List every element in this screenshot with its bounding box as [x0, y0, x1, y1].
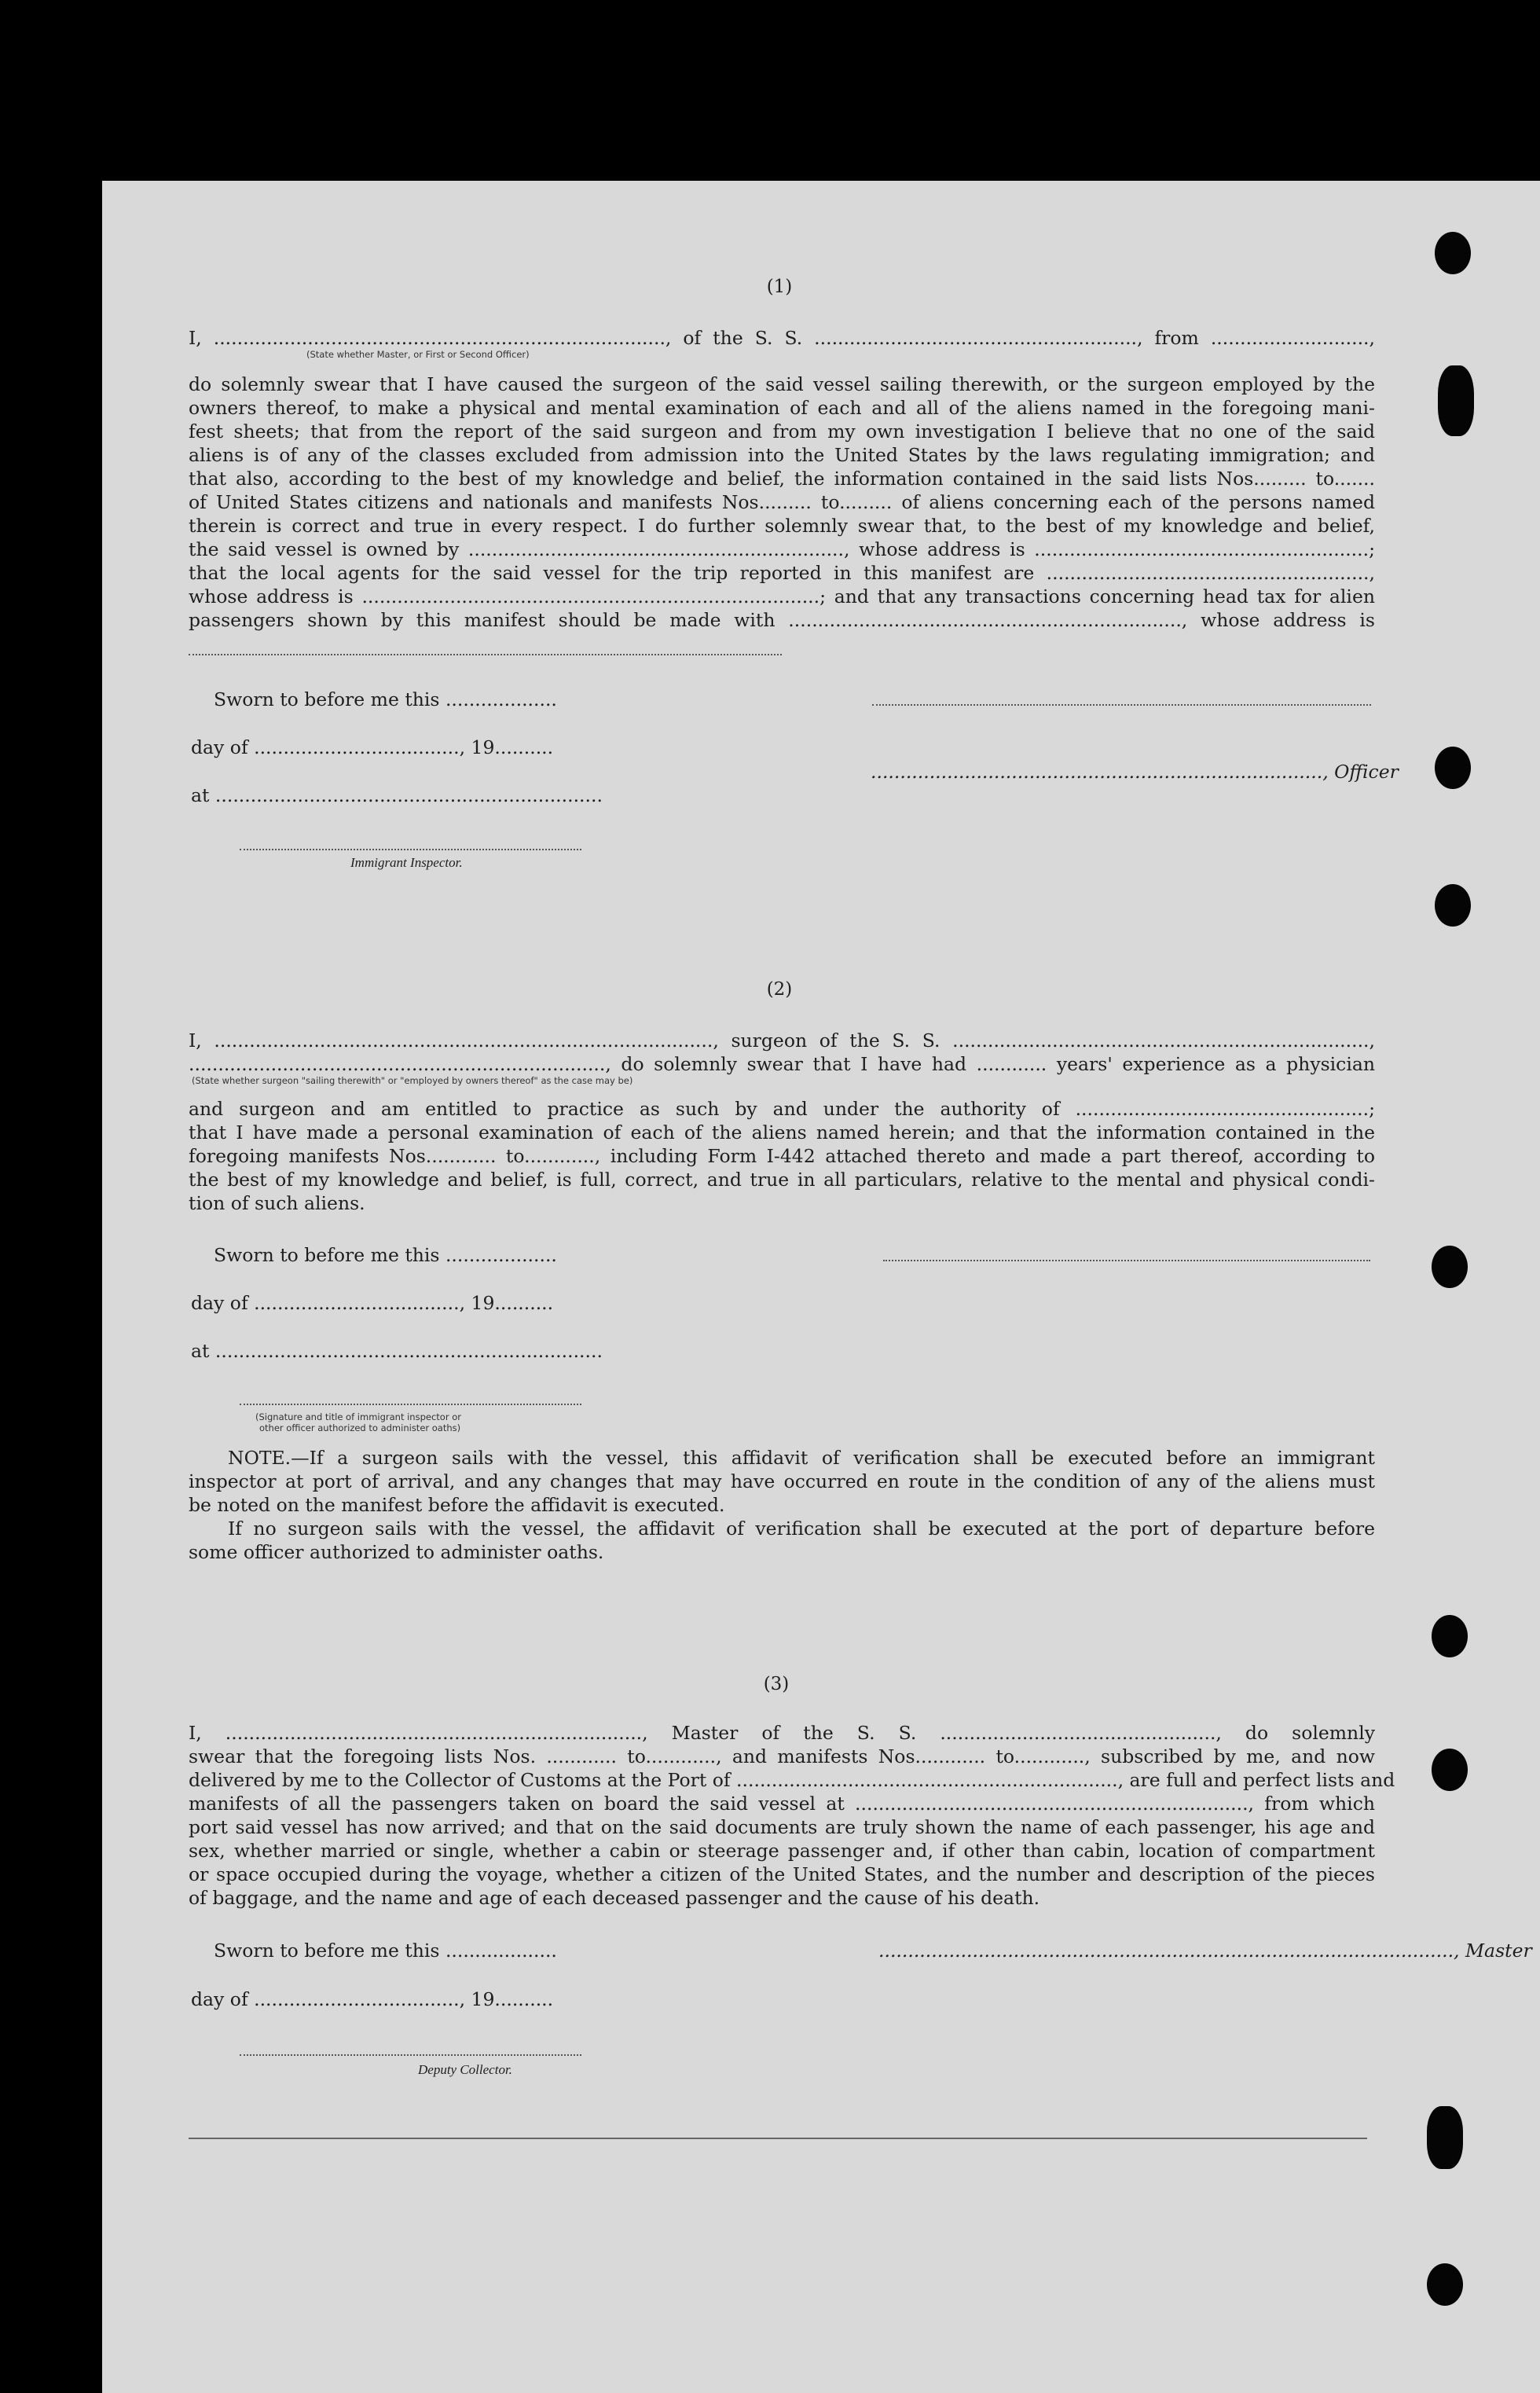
section-2-note: be noted on the manifest before the affidavit is executed.	[189, 1494, 725, 1516]
section-2-sworn: Sworn to before me this ...................	[214, 1244, 557, 1266]
section-2-number: (2)	[766, 979, 793, 1000]
section-3-collector-line	[240, 2054, 581, 2056]
section-2-sig-caption: other officer authorized to administer oaths)	[259, 1422, 461, 1433]
section-1-officer: ............................................................................., Officer	[871, 761, 1399, 783]
section-3-number: (3)	[763, 1674, 790, 1694]
section-3-day: day of ..................................., 19..........	[191, 1988, 554, 2010]
punch-hole	[1427, 2263, 1463, 2306]
punch-hole	[1438, 365, 1474, 436]
section-1-line: fest sheets; that from the report of the said surgeon and from my own investigation I believe that no one of the said	[189, 420, 1375, 442]
section-1-line: that also, according to the best of my knowledge and belief, the information contained in the said lists Nos......... to.......	[189, 468, 1375, 490]
section-2-note: If no surgeon sails with the vessel, the affidavit of verification shall be executed at the port of departure before	[228, 1518, 1375, 1540]
section-3-line: port said vessel has now arrived; and that on the said documents are truly shown the name of each passenger, his age and	[189, 1816, 1375, 1838]
section-2-line: ......................................................................., do solemnly swear that I have had ............ years' experience as a physician	[189, 1053, 1375, 1075]
section-1-line: I, ............................................................................., of the S. S. ......................................................., from ...........................,	[189, 327, 1375, 349]
section-1-address-line	[189, 654, 782, 655]
section-3-collector: Deputy Collector.	[418, 2062, 512, 2077]
section-2-line: and surgeon and am entitled to practice as such by and under the authority of ..................................................;	[189, 1098, 1375, 1120]
section-3-line: I, ......................................................................., Master of the S. S. ..............................................., do solemnly	[189, 1722, 1375, 1744]
section-3-line: swear that the foregoing lists Nos. ............ to............, and manifests Nos............ to............, subscribed by me, and now	[189, 1745, 1375, 1767]
section-2-note: NOTE.—If a surgeon sails with the vessel, this affidavit of verification shall be executed before an immigrant	[228, 1447, 1375, 1469]
section-2-line: tion of such aliens.	[189, 1192, 365, 1214]
section-2-note: inspector at port of arrival, and any changes that may have occurred en route in the condition of any of the aliens must	[189, 1470, 1375, 1492]
punch-hole	[1432, 1615, 1468, 1657]
section-3-line: sex, whether married or single, whether a cabin or steerage passenger and, if other than cabin, location of compartment	[189, 1840, 1375, 1862]
section-2-sig-caption: (Signature and title of immigrant inspector or	[255, 1411, 461, 1422]
punch-hole	[1435, 747, 1471, 789]
section-2-note: some officer authorized to administer oaths.	[189, 1541, 604, 1563]
section-1-line: therein is correct and true in every respect. I do further solemnly swear that, to the best of my knowledge and belief,	[189, 515, 1375, 537]
section-2-line: foregoing manifests Nos............ to............, including Form I-442 attached thereto and made a part thereof, according to	[189, 1145, 1375, 1167]
section-2-caption: (State whether surgeon "sailing therewith" or "employed by owners thereof" as the case may be)	[192, 1075, 633, 1086]
punch-hole	[1427, 2106, 1463, 2169]
section-2-at: at ..................................................................	[191, 1340, 603, 1362]
section-3-sworn: Sworn to before me this ...................	[214, 1940, 557, 1962]
section-2-line: the best of my knowledge and belief, is full, correct, and true in all particulars, relative to the mental and physical condi-	[189, 1169, 1375, 1191]
section-1-line: the said vessel is owned by ................................................................, whose address is .........................................................;	[189, 538, 1375, 560]
section-3-line: manifests of all the passengers taken on board the said vessel at ..................................................................., from which	[189, 1793, 1375, 1815]
section-1-line: whose address is ..............................................................................; and that any transactions concerning head tax for alien	[189, 585, 1375, 607]
section-1-line: passengers shown by this manifest should be made with ..................................................................., whose address is	[189, 609, 1375, 631]
section-1-caption: (State whether Master, or First or Second Officer)	[306, 349, 530, 360]
punch-hole	[1432, 1749, 1468, 1791]
section-1-line: of United States citizens and nationals and manifests Nos......... to......... of aliens concerning each of the persons named	[189, 491, 1375, 513]
section-1-signature-line	[872, 704, 1371, 706]
section-1-inspector-line	[240, 849, 581, 850]
section-2-signature-line	[883, 1260, 1370, 1261]
section-1-inspector: Immigrant Inspector.	[350, 855, 463, 870]
punch-hole	[1435, 232, 1471, 274]
section-2-inspector-line	[240, 1404, 581, 1405]
section-1-line: owners thereof, to make a physical and mental examination of each and all of the aliens named in the foregoing mani-	[189, 397, 1375, 419]
bottom-rule	[189, 2138, 1367, 2139]
section-1-line: do solemnly swear that I have caused the surgeon of the said vessel sailing therewith, or the surgeon employed by the	[189, 373, 1375, 395]
punch-hole	[1432, 1246, 1468, 1288]
section-1-at: at ..................................................................	[191, 784, 603, 806]
section-1-sworn: Sworn to before me this ...................	[214, 688, 557, 710]
section-2-day: day of ..................................., 19..........	[191, 1292, 554, 1314]
section-3-line: or space occupied during the voyage, whether a citizen of the United States, and the number and description of the pieces	[189, 1863, 1375, 1885]
section-3-line: delivered by me to the Collector of Customs at the Port of ................................................................., are full and perfect lists and	[189, 1769, 1395, 1791]
section-1-number: (1)	[766, 277, 793, 297]
section-1-line: that the local agents for the said vessel for the trip reported in this manifest are .......................................................,	[189, 562, 1375, 584]
section-1-line: aliens is of any of the classes excluded from admission into the United States by the laws regulating immigration; and	[189, 444, 1375, 466]
section-3-line: of baggage, and the name and age of each deceased passenger and the cause of his death.	[189, 1887, 1040, 1909]
section-2-line: I, ....................................................................................., surgeon of the S. S. .......................................................................,	[189, 1030, 1375, 1052]
punch-hole	[1435, 884, 1471, 927]
section-2-line: that I have made a personal examination of each of the aliens named herein; and that the information contained in the	[189, 1121, 1375, 1143]
section-3-master: .................................................................................................., Master	[878, 1940, 1532, 1962]
section-1-day: day of ..................................., 19..........	[191, 736, 554, 758]
